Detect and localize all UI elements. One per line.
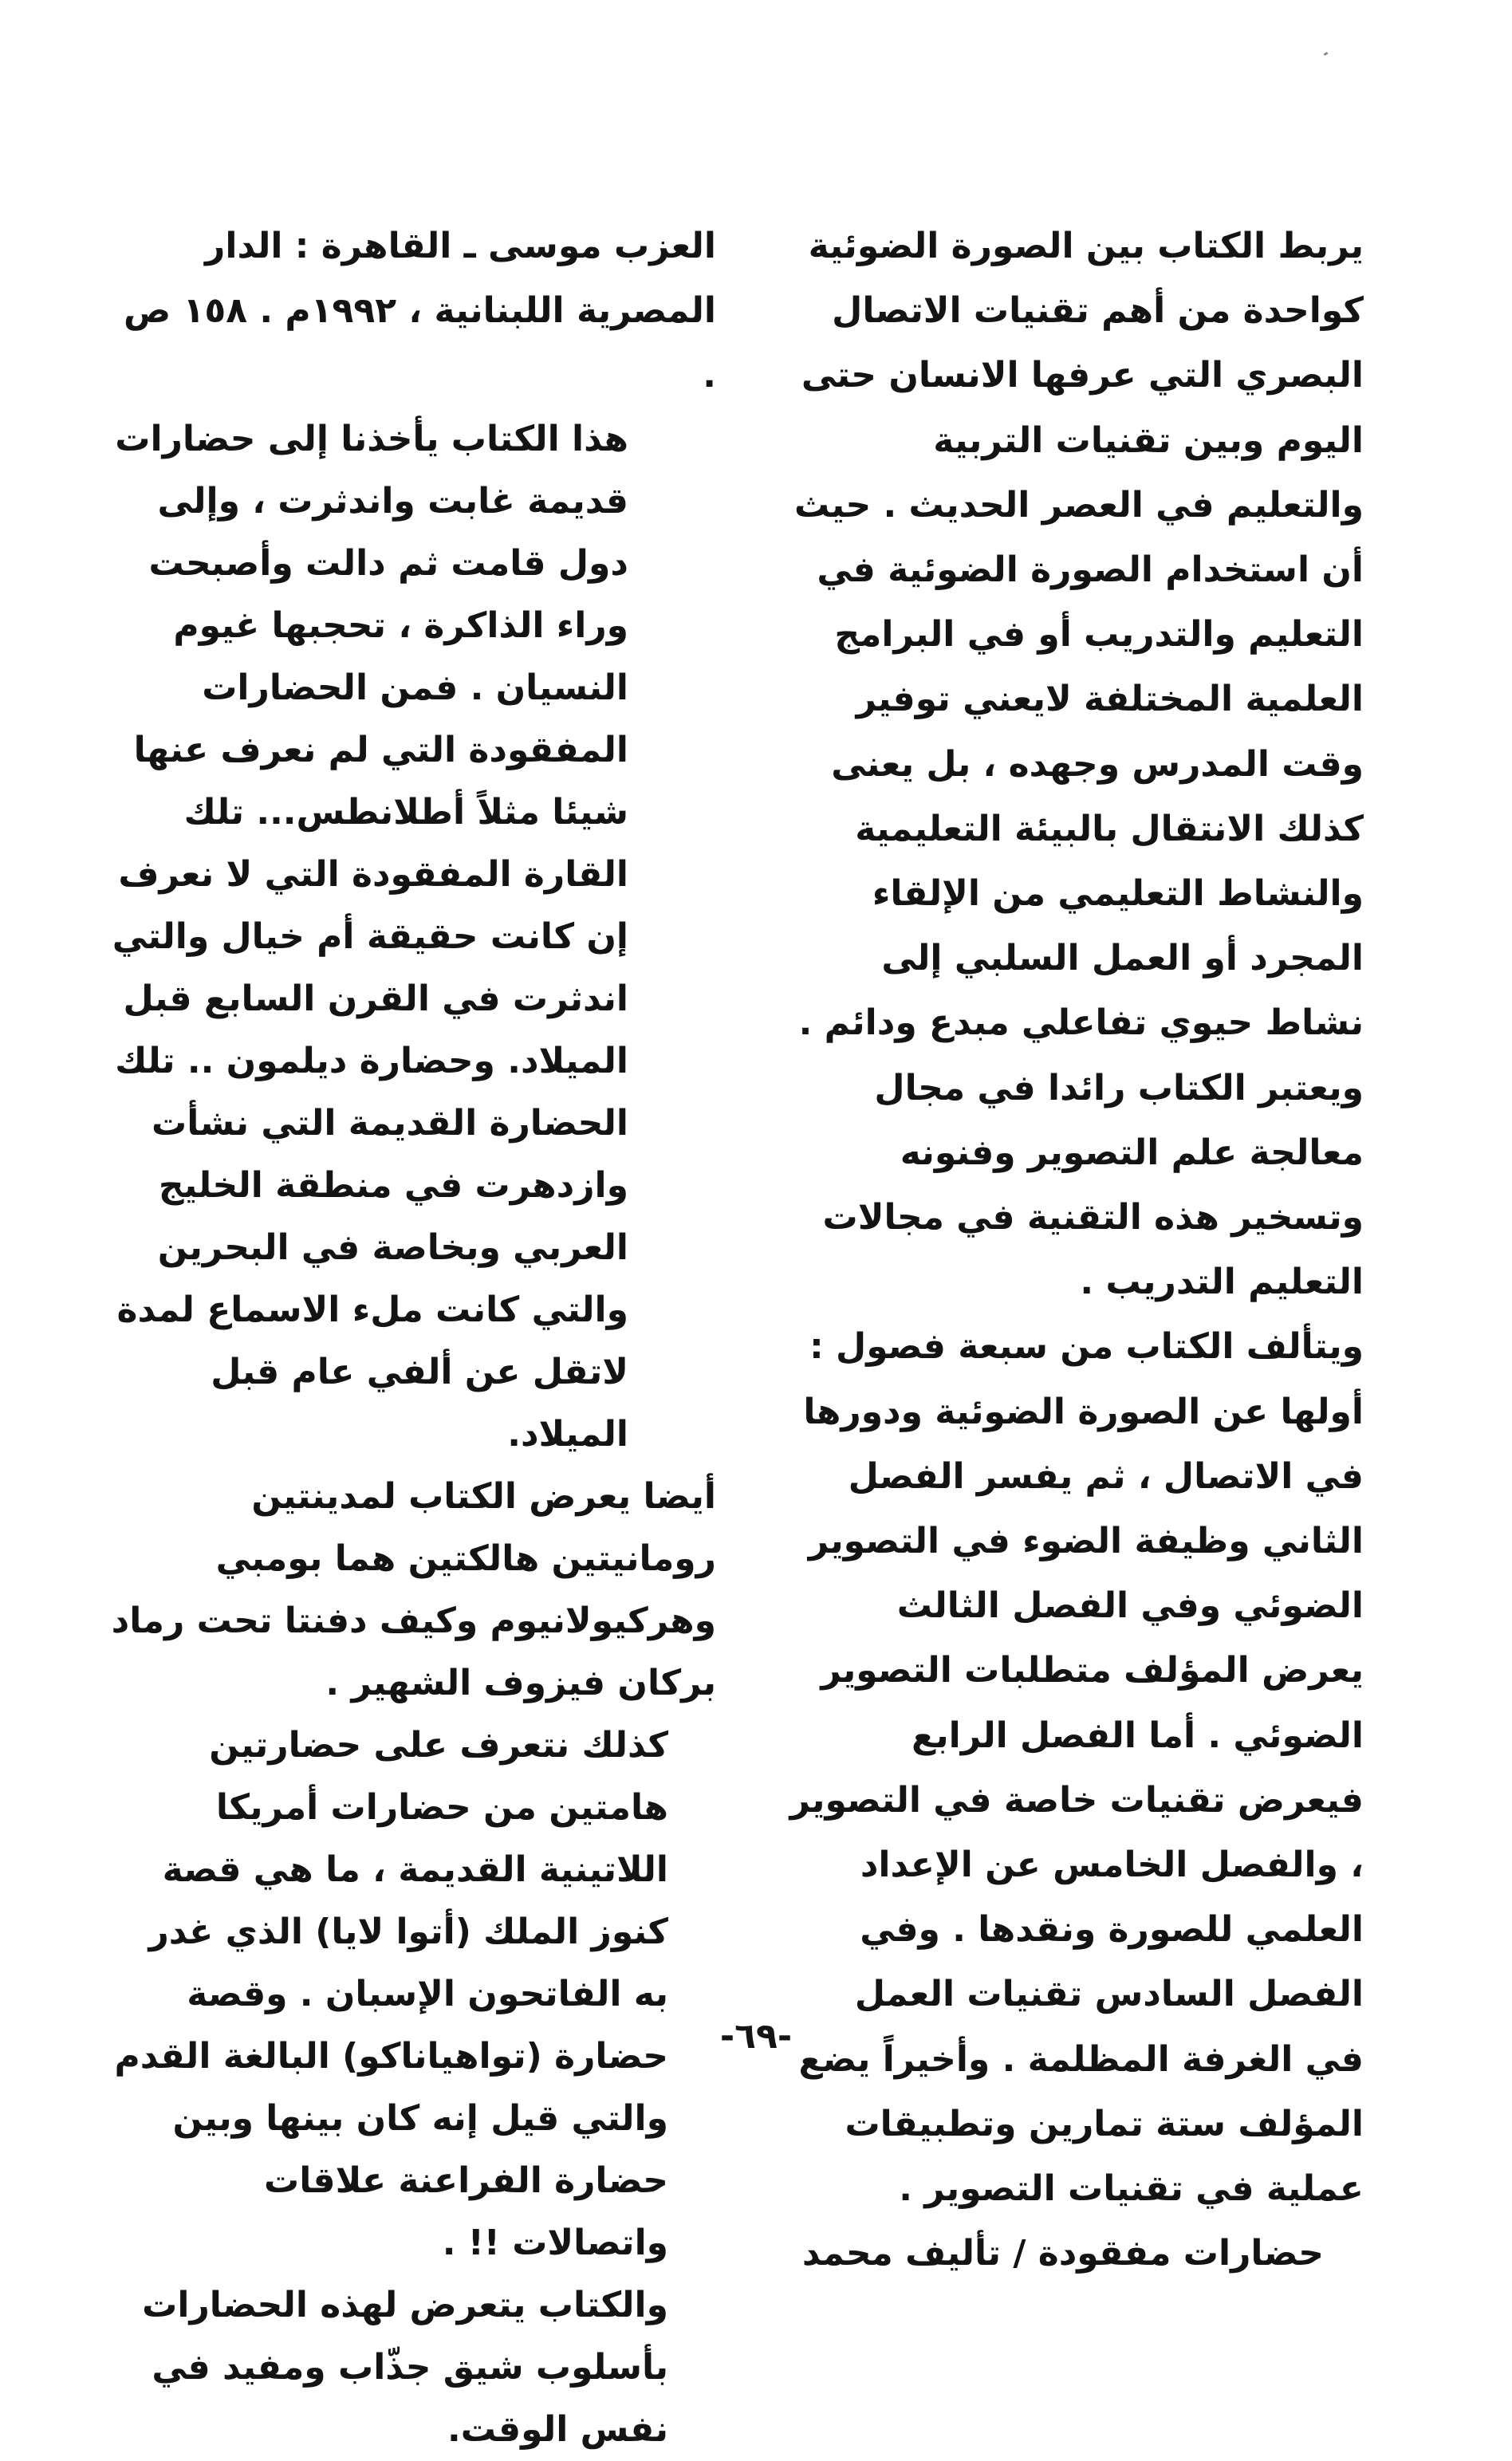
paragraph: كذلك نتعرف على حضارتين هامتين من حضارات أمريكا اللاتينية القديمة ، ما هي قصة كنوز الملك (أتوا لايا) الذي غدر به الفاتحون الإسبان . وقصة حضارة (تواهياناكو) البالغة القدم والتي قيل إنه كان بينها وبين حضارة الفراعنة علاقات واتصالات !! . [114,1724,668,2263]
paragraph: ويتألف الكتاب من سبعة فصول : أولها عن الصورة الضوئية ودورها في الاتصال ، ثم يفسر الفصل الثاني وظيفة الضوء في التصوير الضوئي وفي الفصل الثالث يعرض المؤلف متطلبات التصوير الضوئي . أما الفصل الرابع فيعرض تقنيات خاصة في التصوير ، والفصل الخامس عن الإعداد العلمي للصورة ونقدها . وفي الفصل السادس تقنيات العمل في الغرفة المظلمة . وأخيراً يضع المؤلف ستة تمارين وتطبيقات عملية في تقنيات التصوير . [789,1326,1364,2210]
scan-speck [1324,52,1329,56]
book-title-line: حضارات مفقودة / تأليف محمد [801,2233,1324,2274]
left-column [102,214,716,2461]
citation-continuation: العزب موسى ـ القاهرة : الدار المصرية اللبنانية ، ١٩٩٢م . ١٥٨ ص . [123,226,716,396]
page-number: -٦٩- [719,2016,793,2057]
paragraph: أيضا يعرض الكتاب لمدينتين رومانيتين هالكتين هما بومبي وهركيولانيوم وكيف دفنتا تحت رماد بركان فيزوف الشهير . [111,1475,716,1703]
paragraph: هذا الكتاب يأخذنا إلى حضارات قديمة غابت واندثرت ، وإلى دول قامت ثم دالت وأصبحت وراء الذاكرة ، تحجبها غيوم النسيان . فمن الحضارات المفقودة التي لم نعرف عنها شيئا مثلاً أطلانطس... تلك القارة المفقودة التي لا نعرف إن كانت حقيقة أم خيال والتي اندثرت في القرن السابع قبل الميلاد. وحضارة ديلمون .. تلك الحضارة القديمة التي نشأت وازدهرت في منطقة الخليج العربي وبخاصة في البحرين والتي كانت ملء الاسماع لمدة لاتقل عن ألفي عام قبل الميلاد. [112,418,628,1455]
paragraph: والكتاب يتعرض لهذه الحضارات بأسلوب شيق جذّاب ومفيد في نفس الوقت. [142,2284,668,2450]
right-column [786,214,1412,2286]
paragraph: يربط الكتاب بين الصورة الضوئية كواحدة من أهم تقنيات الاتصال البصري التي عرفها الانسان حتى اليوم وبين تقنيات التربية والتعليم في العصر الحديث . حيث أن استخدام الصورة الضوئية في التعليم والتدريب أو في البرامج العلمية المختلفة لايعني توفير وقت المدرس وجهده ، بل يعنى كذلك الانتقال بالبيئة التعليمية والنشاط التعليمي من الإلقاء المجرد أو العمل السلبي إلى نشاط حيوي تفاعلي مبدع ودائم . [793,226,1364,1044]
paragraph: ويعتبر الكتاب رائدا في مجال معالجة علم التصوير وفنونه وتسخير هذه التقنية في مجالات التعليم التدريب . [822,1067,1364,1303]
